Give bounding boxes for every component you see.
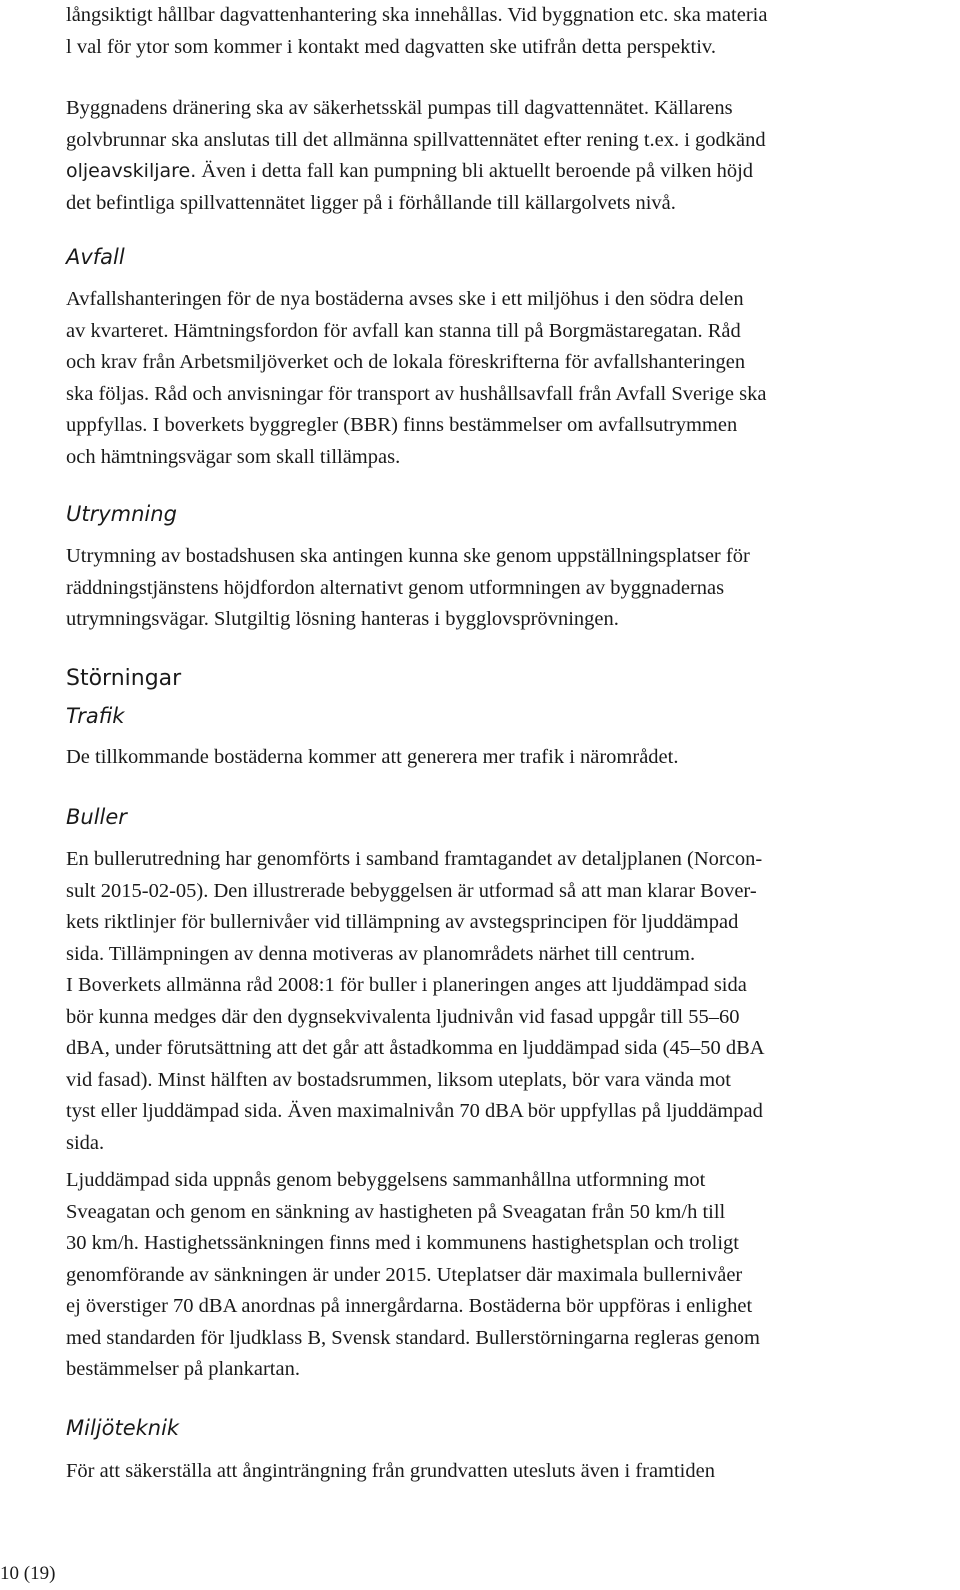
intro-paragraph-2-part-2: oljeavskiljare.	[66, 160, 197, 182]
intro-paragraph-2-part-3: Även i detta fall kan pumpning bli aktuellt beroende på vilken höjd det befintliga spillvattennätet ligger på i förhållande till källargolvets nivå.	[66, 160, 754, 214]
section-heading-trafik: Trafik	[66, 704, 125, 728]
section-heading-miljoteknik: Miljöteknik	[66, 1416, 180, 1440]
section-heading-avfall: Avfall	[66, 245, 125, 269]
miljoteknik-paragraph: För att säkerställa att ånginträngning från grundvatten utesluts även i framtiden	[66, 1460, 715, 1482]
buller-paragraph-1: En bullerutredning har genomförts i samband framtagandet av detaljplanen (Norcon- sult 2015-02-05). Den illustrerade bebyggelsen är utformad så att man klarar Bover- kets riktlinjer för bullernivåer vid tillämpning av avstegsprincipen för ljuddämpad sida. Tillämpningen av denna motiveras av planområdets närhet till centrum. I Boverkets allmänna råd 2008:1 för buller i planeringen anges att ljuddämpad sida bör kunna medges där den dygnsekvivalenta ljudnivån vid fasad uppgår till 55–60 dBA, under förutsättning att det går att åstadkomma en ljuddämpad sida (45–50 dBA vid fasad). Minst hälften av bostadsrummen, liksom uteplats, bör vara vända mot tyst eller ljuddämpad sida. Även maximalnivån 70 dBA bör uppfyllas på ljuddämpad sida.	[66, 848, 765, 1154]
section-heading-utrymning: Utrymning	[66, 502, 177, 526]
section-heading-buller: Buller	[66, 805, 127, 829]
page-number: 10 (19)	[0, 1563, 56, 1584]
intro-paragraph-2-part-1: Byggnadens dränering ska av säkerhetsskäl pumpas till dagvattennätet. Källarens golvbrunnar ska anslutas till det allmänna spillvattennätet efter rening t.ex. i godkänd	[66, 97, 766, 151]
trafik-paragraph: De tillkommande bostäderna kommer att generera mer trafik i närområdet.	[66, 746, 679, 768]
section-heading-storningar: Störningar	[66, 666, 182, 691]
intro-paragraph-1: långsiktigt hållbar dagvattenhantering ska innehållas. Vid byggnation etc. ska materia l val för ytor som kommer i kontakt med dagvatten ske utifrån detta perspektiv.	[66, 4, 768, 58]
buller-paragraph-2: Ljuddämpad sida uppnås genom bebyggelsens sammanhållna utformning mot Sveagatan och genom en sänkning av hastigheten på Sveagatan från 50 km/h till 30 km/h. Hastighetssänkningen finns med i kommunens hastighetsplan och troligt genomförande av sänkningen är under 2015. Uteplatser där maximala bullernivåer ej överstiger 70 dBA anordnas på innergårdarna. Bostäderna bör uppföras i enlighet med standarden för ljudklass B, Svensk standard. Bullerstörningarna regleras genom bestämmelser på plankartan.	[66, 1169, 760, 1380]
utrymning-paragraph: Utrymning av bostadshusen ska antingen kunna ske genom uppställningsplatser för räddningstjänstens höjdfordon alternativt genom utformningen av byggnadernas utrymningsvägar. Slutgiltig lösning hanteras i bygglovsprövningen.	[66, 545, 750, 630]
intro-paragraph-2	[66, 93, 956, 219]
avfall-paragraph: Avfallshanteringen för de nya bostäderna avses ske i ett miljöhus i den södra delen av kvarteret. Hämtningsfordon för avfall kan stanna till på Borgmästaregatan. Råd och krav från Arbetsmiljöverket och de lokala föreskrifterna för avfallshanteringen ska följas. Råd och anvisningar för transport av hushållsavfall från Avfall Sverige ska uppfyllas. I boverkets byggregler (BBR) finns bestämmelser om avfallsutrymmen och hämtningsvägar som skall tillämpas.	[66, 288, 767, 468]
